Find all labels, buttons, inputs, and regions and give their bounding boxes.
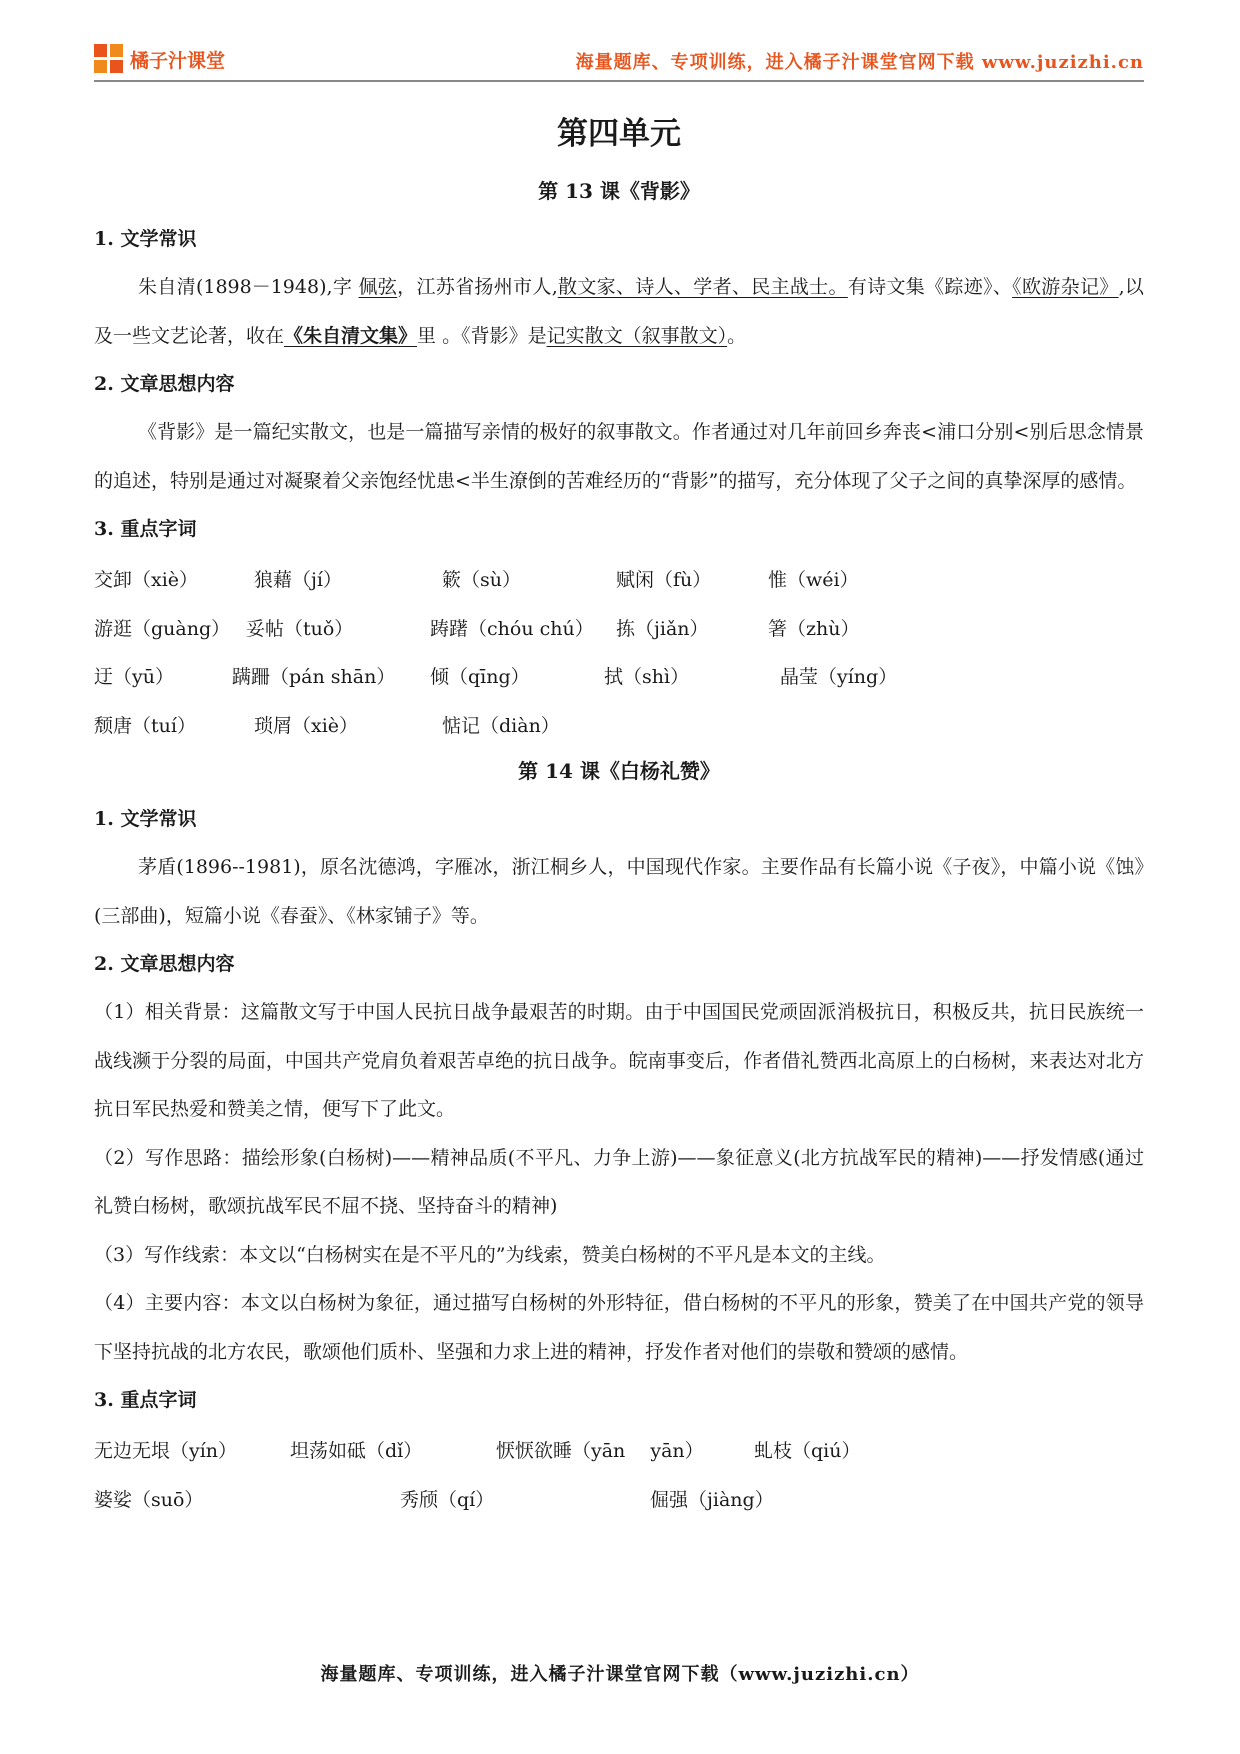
answer-blank: 佩弦 <box>358 276 398 298</box>
vocab-item: 妥帖（tuǒ） <box>246 617 354 640</box>
vocab-item: 颓唐（tuí） <box>94 714 196 737</box>
lesson13-section-vocab: 3. 重点字词 <box>94 518 197 540</box>
vocab-item: 倾（qīng） <box>430 666 530 688</box>
unit-title: 第四单元 <box>557 116 681 152</box>
vocab-item: 赋闲（fù） <box>616 569 712 591</box>
vocab-item: 狼藉（jí） <box>254 569 342 591</box>
vocab-item: 迂（yū） <box>94 666 174 688</box>
vocab-row <box>94 602 1144 651</box>
vocab-item: 虬枝（qiú） <box>754 1440 861 1462</box>
header-divider <box>94 80 1144 82</box>
text-run: ，江苏省扬州市人, <box>397 276 558 298</box>
vocab-item: 坦荡如砥（dǐ） <box>290 1440 423 1462</box>
vocab-item: 蹒跚（pán shān） <box>232 666 396 688</box>
text-run: 朱自清(1898－1948),字 <box>138 276 359 298</box>
lesson14-title: 第 14 课《白杨礼赞》 <box>518 759 720 783</box>
document-body <box>94 100 1144 1521</box>
lesson14-section-vocab: 3. 重点字词 <box>94 1389 197 1411</box>
page-footer[interactable]: 海量题库、专项训练，进入橘子汁课堂官网下载（www.juzizhi.cn） <box>320 1664 920 1685</box>
logo-text: 橘子汁课堂 <box>130 49 226 72</box>
text-run: ,以及一些文艺论著，收在 <box>94 276 1144 347</box>
text-run: 里 。《背影》是 <box>417 324 547 347</box>
vocab-item: 拣（jiǎn） <box>616 617 709 640</box>
vocab-item: 恹恹欲睡（yān yān） <box>496 1440 704 1462</box>
vocab-row <box>94 650 1144 699</box>
logo-icon <box>94 44 124 74</box>
lesson13-thought-text: 《背影》是一篇纪实散文，也是一篇描写亲情的极好的叙事散文。作者通过对几年前回乡奔丧<浦口分别<别后思念情景的追述，特别是通过对凝聚着父亲饱经忧患<半生潦倒的苦难经历的“背影”的描写，充分体现了父子之间的真挚深厚的感情。 <box>94 421 1144 492</box>
lesson14-section-literature: 1. 文学常识 <box>94 808 197 830</box>
answer-blank: 《朱自清文集》 <box>284 324 418 347</box>
vocab-item: 琐屑（xiè） <box>254 714 359 737</box>
vocab-row <box>94 1424 1144 1473</box>
vocab-item: 秀颀（qí） <box>400 1488 495 1511</box>
lesson13-section-thought: 2. 文章思想内容 <box>94 373 235 395</box>
vocab-item: 婆娑（suō） <box>94 1488 204 1511</box>
vocab-item: 惟（wéi） <box>768 569 859 591</box>
lesson14-main-content: （4）主要内容：本文以白杨树为象征，通过描写白杨树的外形特征，借白杨树的不平凡的形象，赞美了在中国共产党的领导下坚持抗战的北方农民，歌颂他们质朴、坚强和力求上进的精神，抒发作者对他们的崇敬和赞颂的感情。 <box>94 1292 1144 1363</box>
lesson14-writing-clue: （3）写作线索：本文以“白杨树实在是不平凡的”为线索，赞美白杨树的不平凡是本文的主线。 <box>94 1243 886 1266</box>
vocab-item: 箸（zhù） <box>768 617 860 640</box>
vocab-row <box>94 699 1144 748</box>
header-slogan[interactable]: 海量题库、专项训练，进入橘子汁课堂官网下载 www.juzizhi.cn <box>575 52 1144 73</box>
text-run: 。 <box>727 324 747 347</box>
answer-blank: 《欧游杂记》 <box>1012 276 1119 298</box>
text-run: 有诗文集《踪迹》、 <box>847 276 1013 298</box>
vocab-item: 拭（shì） <box>604 666 690 688</box>
lesson14-writing-approach: （2）写作思路：描绘形象(白杨树)——精神品质(不平凡、力争上游)——象征意义(北方抗战军民的精神)——抒发情感(通过礼赞白杨树，歌颂抗战军民不屈不挠、坚持奋斗的精神) <box>94 1146 1144 1217</box>
vocab-row <box>94 1473 1144 1522</box>
lesson14-section-thought: 2. 文章思想内容 <box>94 953 235 975</box>
vocab-item: 惦记（diàn） <box>442 714 560 737</box>
vocab-item: 晶莹（yíng） <box>780 666 898 688</box>
vocab-item: 踌躇（chóu chú） <box>430 617 594 640</box>
answer-blank: 记实散文（叙事散文） <box>546 324 728 347</box>
vocab-row <box>94 553 1144 602</box>
vocab-item: 游逛（guàng） <box>94 617 231 640</box>
brand-logo[interactable] <box>94 42 225 76</box>
vocab-item: 交卸（xiè） <box>94 569 199 591</box>
answer-blank: 散文家、诗人、学者、民主战士。 <box>557 276 848 298</box>
lesson14-background: （1）相关背景：这篇散文写于中国人民抗日战争最艰苦的时期。由于中国国民党顽固派消极抗日，积极反共，抗日民族统一战线濒于分裂的局面，中国共产党肩负着艰苦卓绝的抗日战争。皖南事变后，作者借礼赞西北高原上的白杨树，来表达对北方抗日军民热爱和赞美之情，便写下了此文。 <box>94 1001 1144 1120</box>
lesson13-title: 第 13 课《背影》 <box>538 179 700 203</box>
lesson13-section-literature: 1. 文学常识 <box>94 228 197 250</box>
vocab-item: 簌（sù） <box>442 569 521 591</box>
page-header <box>94 40 1144 80</box>
lesson13-literature-text <box>94 263 1144 360</box>
vocab-item: 无边无垠（yín） <box>94 1440 238 1462</box>
vocab-item: 倔强（jiàng） <box>650 1488 774 1511</box>
lesson14-literature-text: 茅盾(1896--1981)，原名沈德鸿，字雁冰，浙江桐乡人，中国现代作家。主要作品有长篇小说《子夜》，中篇小说《蚀》(三部曲)，短篇小说《春蚕》、《林家铺子》等。 <box>94 856 1144 927</box>
